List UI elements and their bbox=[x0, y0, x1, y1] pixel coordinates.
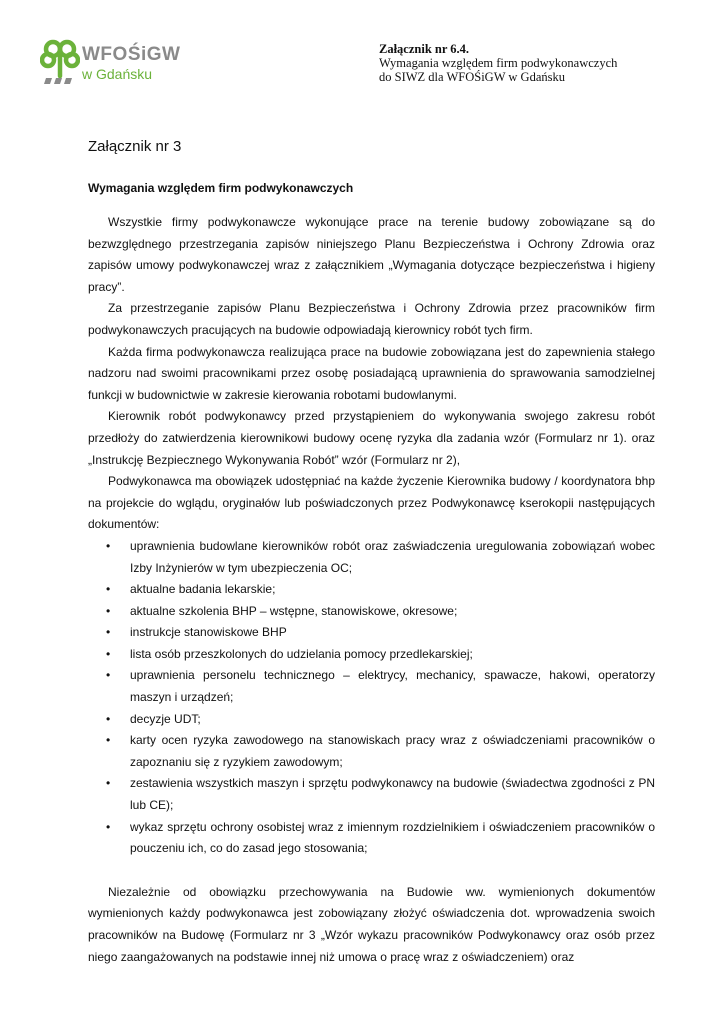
document-body bbox=[88, 212, 655, 968]
bullet-icon: • bbox=[106, 776, 111, 791]
list-item-text: wykaz sprzętu ochrony osobistej wraz z imiennym rozdzielnikiem i oświadczeniem pracowników o pouczeniu ich, co do zasad jego stosowania; bbox=[130, 819, 655, 856]
list-item bbox=[88, 665, 655, 708]
list-item bbox=[88, 536, 655, 579]
bullet-icon: • bbox=[106, 711, 111, 726]
paragraph-spacer bbox=[88, 860, 655, 882]
list-item bbox=[88, 773, 655, 816]
list-item bbox=[88, 601, 655, 623]
list-item-text: aktualne badania lekarskie; bbox=[130, 582, 276, 597]
paragraph: Każda firma podwykonawcza realizująca prace na budowie zobowiązana jest do zapewnienia stałego nadzoru nad swoimi pracownikami przez osobę posiadającą uprawnienia do sprawowania samodzielnej funkcji w budownictwie w zakresie kierowania robotami budowlanymi. bbox=[88, 344, 655, 402]
header-attachment-number: Załącznik nr 6.4. bbox=[379, 42, 470, 56]
bullet-icon: • bbox=[106, 625, 111, 640]
list-item bbox=[88, 817, 655, 860]
list-item-text: aktualne szkolenia BHP – wstępne, stanowiskowe, okresowe; bbox=[130, 603, 458, 618]
document-list bbox=[88, 536, 655, 860]
list-item-text: instrukcje stanowiskowe BHP bbox=[130, 625, 287, 640]
bullet-icon: • bbox=[106, 668, 111, 683]
closing-paragraph: Niezależnie od obowiązku przechowywania na Budowie ww. wymienionych dokumentów wymienionych każdy podwykonawca jest zobowiązany złożyć oświadczenia dot. wprowadzenia swoich pracowników na Budowę (Formularz nr 3 „Wzór wykazu pracowników Podwykonawcy oraz osób przez niego zaangażowanych na podstawie innej niż umowa o pracę wraz z oświadczeniem) oraz bbox=[88, 884, 655, 964]
logo-subtitle: w Gdańsku bbox=[82, 66, 153, 82]
list-item bbox=[88, 644, 655, 666]
list-item-text: zestawienia wszystkich maszyn i sprzętu podwykonawcy na budowie (świadectwa zgodności z PN lub CE); bbox=[130, 776, 655, 813]
list-item-text: uprawnienia budowlane kierowników robót oraz zaświadczenia uregulowania zobowiązań wobec Izby Inżynierów w tym ubezpieczenia OC; bbox=[130, 538, 655, 575]
document-header bbox=[379, 42, 709, 84]
paragraph: Wszystkie firmy podwykonawcze wykonujące prace na terenie budowy zobowiązane są do bezwzględnego przestrzegania zapisów niniejszego Planu Bezpieczeństwa i Ochrony Zdrowia oraz zapisów umowy podwykonawczej wraz z załącznikiem „Wymagania dotyczące bezpieczeństwa i higieny pracy”. bbox=[88, 215, 655, 294]
list-item bbox=[88, 730, 655, 773]
list-item-text: decyzje UDT; bbox=[130, 711, 201, 726]
bullet-icon: • bbox=[106, 646, 111, 661]
logo-name: WFOŚiGW bbox=[82, 44, 181, 65]
paragraph: Kierownik robót podwykonawcy przed przystąpieniem do wykonywania swojego zakresu robót przedłoży do zatwierdzenia kierownikowi budowy ocenę ryzyka dla zadania wzór (Formularz nr 1). oraz „Instrukcję Bezpiecznego Wykonywania Robót” wzór (Formularz nr 2), bbox=[88, 409, 655, 467]
paragraph: Podwykonawca ma obowiązek udostępniać na każde życzenie Kierownika budowy / koordynatora bhp na projekcie do wglądu, oryginałów lub poświadczonych przez Podwykonawcę kserokopii następujących dokumentów: bbox=[88, 474, 655, 532]
list-item-text: lista osób przeszkolonych do udzielania pomocy przedlekarskiej; bbox=[130, 646, 473, 661]
list-item-text: karty ocen ryzyka zawodowego na stanowiskach pracy wraz z oświadczeniami pracowników o zapoznaniu się z ryzykiem zawodowym; bbox=[130, 733, 655, 769]
bullet-icon: • bbox=[106, 582, 111, 597]
bullet-icon: • bbox=[106, 733, 111, 748]
section-heading: Wymagania względem firm podwykonawczych bbox=[88, 181, 354, 195]
bullet-icon: • bbox=[106, 538, 111, 553]
header-attachment-title: Wymagania względem firm podwykonawczych bbox=[379, 56, 618, 70]
page-title: Załącznik nr 3 bbox=[88, 138, 182, 155]
bullet-icon: • bbox=[106, 603, 111, 618]
list-item bbox=[88, 709, 655, 731]
wfosigw-logo bbox=[40, 38, 180, 88]
tree-logo-icon bbox=[40, 38, 80, 86]
list-item bbox=[88, 579, 655, 601]
header-attachment-scope: do SIWZ dla WFOŚiGW w Gdańsku bbox=[379, 70, 565, 84]
paragraph: Za przestrzeganie zapisów Planu Bezpieczeństwa i Ochrony Zdrowia przez pracowników firm podwykonawczych pracujących na budowie odpowiadają kierownicy robót tych firm. bbox=[88, 301, 655, 337]
bullet-icon: • bbox=[106, 819, 111, 834]
list-item bbox=[88, 622, 655, 644]
list-item-text: uprawnienia personelu technicznego – elektrycy, mechanicy, spawacze, hakowi, operatorzy maszyn i urządzeń; bbox=[130, 668, 655, 705]
